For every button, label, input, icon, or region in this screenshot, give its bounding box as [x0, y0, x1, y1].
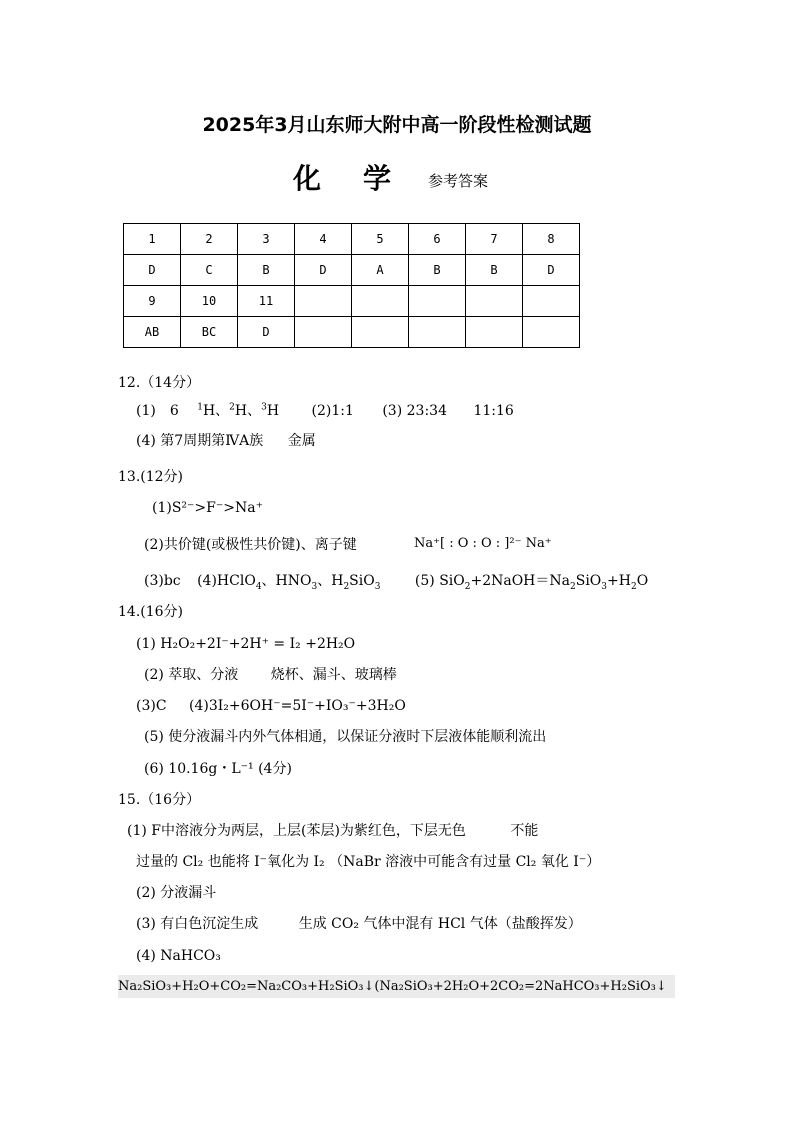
isotope-1: H、 — [202, 403, 230, 419]
q15-line-2: 过量的 Cl₂ 也能将 I⁻氧化为 I₂ （NaBr 溶液中可能含有过量 Cl₂ 氧化 I⁻） — [136, 854, 601, 870]
q12-part4b: 金属 — [287, 433, 316, 449]
q14-part3: (3)C — [136, 698, 167, 714]
table-cell: 4 — [295, 224, 352, 255]
table-cell: A — [352, 255, 409, 286]
page-title: 2025年3月山东师大附中高一阶段性检测试题 — [202, 114, 592, 136]
answer-table — [123, 223, 580, 348]
q15-line-3: (2) 分液漏斗 — [136, 885, 217, 901]
q13-line-3 — [144, 573, 649, 592]
isotope-3-mass: 3 — [261, 402, 267, 413]
q14-line-3 — [136, 699, 406, 713]
q15-part3: (3) 有白色沉淀生成 — [136, 916, 259, 932]
lewis-structure — [414, 536, 552, 551]
q14-part2: (2) 萃取、分液 — [144, 667, 239, 683]
q12-heading: 12.（14分） — [118, 375, 201, 391]
table-cell: 6 — [409, 224, 466, 255]
table-cell — [409, 286, 466, 317]
table-cell — [409, 317, 466, 348]
isotope-2: H、 — [234, 403, 262, 419]
table-cell: 9 — [124, 286, 181, 317]
table-cell: 5 — [352, 224, 409, 255]
q15-part3b: 生成 CO₂ 气体中混有 HCl 气体（盐酸挥发） — [298, 916, 582, 932]
q15-line-1 — [127, 824, 538, 838]
subject-char-2: 学 — [363, 162, 392, 195]
q12-part4: (4) 第7周期第ⅣA族 — [136, 433, 264, 449]
subject-title — [293, 157, 391, 197]
q15-heading: 15.（16分） — [118, 792, 201, 808]
table-row — [124, 255, 580, 286]
q14-line-5: (6) 10.16g・L⁻¹ (4分) — [144, 761, 292, 777]
isotope-3: H — [266, 403, 280, 419]
table-cell: D — [238, 317, 295, 348]
table-cell: 7 — [466, 224, 523, 255]
q14-line-1: (1) H₂O₂+2I⁻+2H⁺ = I₂ +2H₂O — [136, 636, 356, 652]
q12-part3: (3) 23:34 — [382, 403, 447, 419]
isotope-2-mass: 2 — [229, 402, 235, 413]
table-cell: B — [238, 255, 295, 286]
table-cell: D — [124, 255, 181, 286]
q14-line-2 — [144, 668, 397, 682]
table-cell: 10 — [181, 286, 238, 317]
table-row — [124, 286, 580, 317]
table-cell: 1 — [124, 224, 181, 255]
lewis-formula: Na⁺[ : O : O : ]²⁻ Na⁺ — [414, 536, 552, 551]
table-cell: B — [466, 255, 523, 286]
q15-part1b: 不能 — [510, 823, 539, 839]
q15-part1: (1) F中溶液分为两层，上层(苯层)为紫红色，下层无色 — [127, 823, 466, 839]
q14-part2b: 烧杯、漏斗、玻璃棒 — [270, 667, 397, 683]
q13-part5: (5) $SiO_2+2NaOH=Na_2SiO_3+H_2O$ — [414, 573, 649, 592]
q13-heading: 13.(12分) — [118, 469, 184, 485]
q14-part4: (4)3I₂+6OH⁻=5I⁻+IO₃⁻+3H₂O — [189, 698, 406, 714]
q14-line-4: (5) 使分液漏斗内外气体相通，以保证分液时下层液体能顺利流出 — [144, 729, 547, 745]
table-cell — [295, 317, 352, 348]
table-row — [124, 224, 580, 255]
table-cell — [352, 286, 409, 317]
q12-line-1 — [136, 404, 514, 418]
table-cell — [523, 286, 580, 317]
table-cell — [466, 286, 523, 317]
q12-line-2 — [136, 434, 316, 448]
q13-line-1: (1)S²⁻>F⁻>Na⁺ — [152, 500, 263, 516]
q15-line-4 — [136, 917, 582, 931]
table-cell: BC — [181, 317, 238, 348]
isotope-1-mass: 1 — [197, 402, 203, 413]
table-cell — [295, 286, 352, 317]
table-cell: AB — [124, 317, 181, 348]
table-cell — [523, 317, 580, 348]
table-cell: D — [295, 255, 352, 286]
q12-part2: (2)1:1 — [311, 403, 354, 419]
q12-part1: (1) 6 — [136, 403, 193, 419]
q12-part3b: 11:16 — [473, 403, 514, 419]
table-cell: 8 — [523, 224, 580, 255]
table-row — [124, 317, 580, 348]
table-cell: D — [523, 255, 580, 286]
q13-part4: (4)HClO$_4$、$HNO_3$、$H_2SiO_3$ — [197, 573, 381, 592]
subtitle: 参考答案 — [428, 172, 489, 190]
table-cell — [352, 317, 409, 348]
q13-part3: (3)bc — [144, 573, 181, 589]
table-cell: 11 — [238, 286, 295, 317]
table-cell: C — [181, 255, 238, 286]
table-cell: 3 — [238, 224, 295, 255]
q14-heading: 14.(16分) — [118, 604, 184, 620]
q15-equation-line: Na₂SiO₃+H₂O+CO₂=Na₂CO₃+H₂SiO₃↓(Na₂SiO₃+2H₂O+2CO₂=2NaHCO₃+H₂SiO₃↓ — [118, 975, 675, 998]
table-cell: 2 — [181, 224, 238, 255]
q15-line-5: (4) NaHCO₃ — [136, 948, 221, 964]
table-cell — [466, 317, 523, 348]
q13-line-2: (2)共价键(或极性共价键)、离子键 — [144, 537, 357, 553]
table-cell: B — [409, 255, 466, 286]
subject-char-1: 化 — [293, 162, 322, 195]
